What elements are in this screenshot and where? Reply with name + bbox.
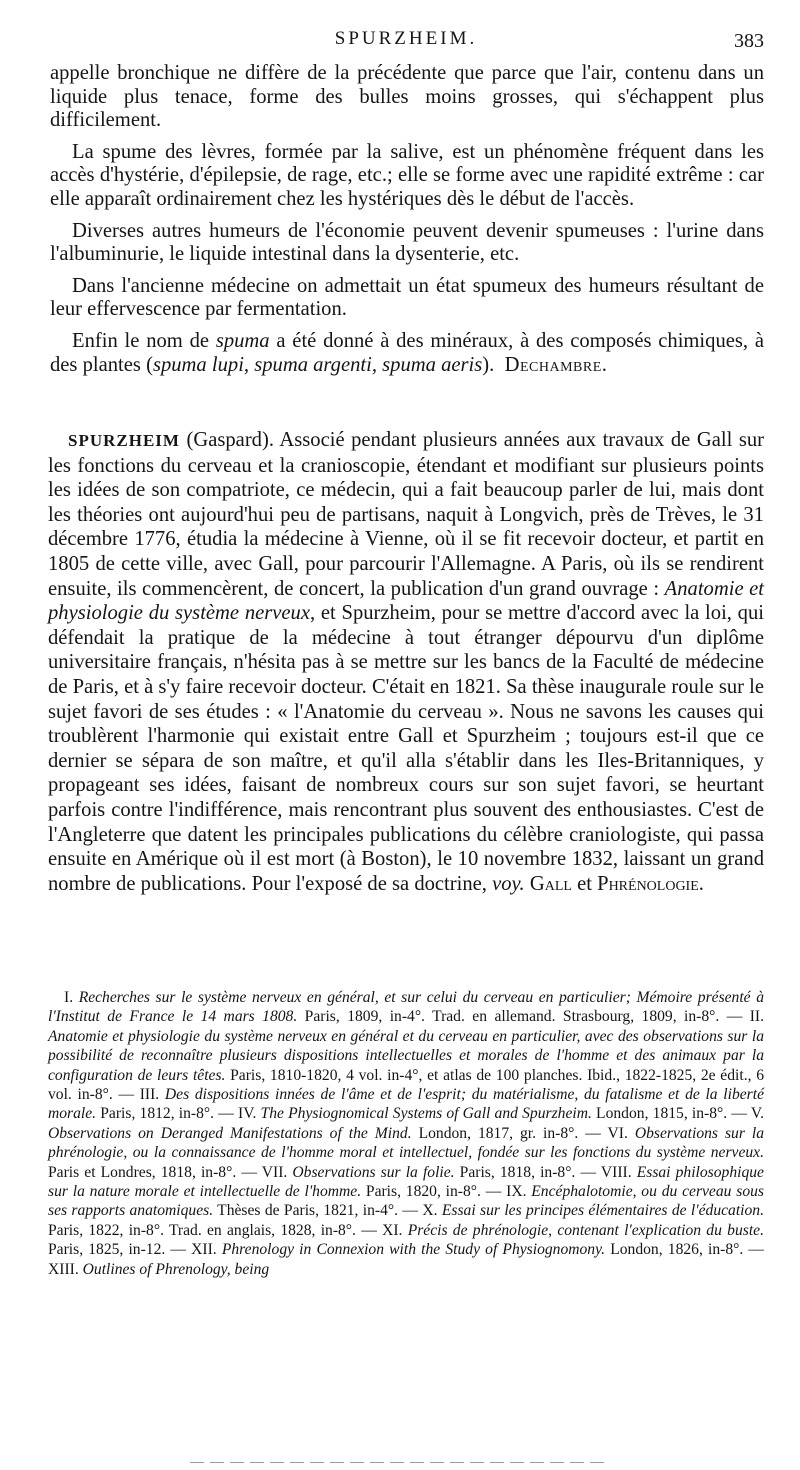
work-title: Observations on Deranged Manifestations of the Mind. xyxy=(48,1124,412,1142)
paragraph xyxy=(50,62,764,133)
article-headword: SPURZHEIM xyxy=(68,431,180,450)
work-title: The Physiognomical Systems of Gall and Spurzheim. xyxy=(260,1105,592,1123)
preceding-article xyxy=(50,62,764,385)
text-run: Paris, 1825, in-12. — XII. xyxy=(48,1241,222,1259)
article-paragraph xyxy=(48,428,764,896)
text-run: ). xyxy=(482,353,495,376)
paragraph-text: La spume des lèvres, formée par la salive, est un phénomène fréquent dans les accès d'hystérie, d'épilepsie, de rage, etc.; elle se forme avec une rapidité extrême : car elle apparaît ordinairement chez les hystériques dès le début de l'accès. xyxy=(50,140,764,210)
page-number: 383 xyxy=(734,30,764,52)
work-title: Observations sur la folie. xyxy=(292,1163,455,1181)
work-title: Anatomie et physiologie du système nerveux xyxy=(48,577,765,625)
work-title: Outlines of Phrenology, being xyxy=(82,1260,270,1278)
text-run: . xyxy=(698,872,704,895)
cross-reference: Gall xyxy=(529,872,572,895)
text-run: I. xyxy=(64,989,79,1006)
work-title: Essai philosophique sur la nature morale et intellectuelle de l'homme. xyxy=(48,1163,764,1201)
italic-term: spuma lupi, spuma argenti, spuma aeris xyxy=(152,353,483,376)
paragraph-text: Dans l'ancienne médecine on admettait un état spumeux des humeurs résultant de leur effervescence par fermentation. xyxy=(50,274,764,321)
text-run: Paris, 1810-1820, 4 vol. in-4°, et atlas de 100 planches. Ibid., 1822-1825, 2e édit., 6 vol. in-8°. — III. xyxy=(48,1066,764,1104)
text-run: Paris, 1818, in-8°. — VIII. xyxy=(454,1163,637,1181)
work-title: Des dispositions innées de l'âme et de l'esprit; du matérialisme, du fatalisme et de la liberté morale. xyxy=(48,1086,764,1123)
paragraph-text: Diverses autres humeurs de l'économie peuvent devenir spumeuses : l'urine dans l'albuminurie, le liquide intestinal dans la dysenterie, etc. xyxy=(50,219,764,266)
cross-reference-abbr: voy. xyxy=(492,872,525,895)
text-run: Associé pendant plusieurs années aux travaux de Gall sur les fonctions du cerveau et la cranioscopie, étendant et modifiant sur plusieurs points les idées de son compatriote, ce médecin, qui a fait beaucoup parler de lui, mais dont les théories ont aujourd'hui peu de partisans, naquit à Longvich, près de Trèves, le 31 décembre 1776, étudia la médecine à Vienne, où il se fit recevoir docteur, et partit en 1805 de cette ville, avec Gall, pour parcourir l'Allemagne. A Paris, où ils se rendirent ensuite, ils commencèrent, de concert, la publication d'un grand ouvrage : xyxy=(48,429,764,600)
text-run: a été donné à des minéraux, à des composés chimiques, à des plantes ( xyxy=(50,329,764,376)
italic-term: spuma xyxy=(215,329,270,352)
work-title: Phrenology in Connexion with the Study of Physiognomony. xyxy=(221,1241,606,1259)
cross-reference: Phrénologie xyxy=(597,872,699,895)
spurzheim-article xyxy=(48,428,764,896)
paragraph-text: appelle bronchique ne diffère de la précédente que parce que l'air, contenu dans un liquide plus tenace, forme des bulles moins grosses, qui s'échappent plus difficilement. xyxy=(50,62,764,132)
work-title: Précis de phrénologie, contenant l'explication du buste. xyxy=(407,1221,764,1239)
text-run: et xyxy=(571,872,598,895)
bibliography xyxy=(48,988,764,1279)
paragraph xyxy=(50,330,764,377)
text-run: , et Spurzheim, pour se mettre d'accord avec la loi, qui défendait la pratique de la médecine à tout étranger dépourvu d'un diplôme universitaire français, n'hésita pas à se mettre sur les bancs de la Faculté de médecine de Paris, et à s'y faire recevoir docteur. C'était en 1821. Sa thèse inaugurale roule sur le sujet favori de ses études : « l'Anatomie du cerveau ». Nous ne savons les causes qui troublèrent l'harmonie qui existait entre Gall et Spurzheim ; toujours est-il que ce dernier se sépara de son maître, et qu'il alla s'établir dans les Iles-Britanniques, y propageant ses idées, faisant de nombreux cours sur son sujet favori, se heurtant parfois contre l'indifférence, mais rencontrant plus souvent des enthousiastes. C'est de l'Angleterre que datent les principales publications du célèbre craniologiste, qui passa ensuite en Amérique où il est mort (à Boston), le 10 novembre 1832, laissant un grand nombre de publications. Pour l'exposé de sa doctrine, xyxy=(48,602,764,895)
work-title: Anatomie et physiologie du système nerveux en général et du cerveau en particulier, avec des observations sur la possibilité de reconnaître plusieurs dispositions intellectuelles et morales de l'homme et des animaux par la configuration de leurs têtes. xyxy=(48,1027,764,1084)
paragraph xyxy=(50,220,764,267)
text-run: London, 1815, in-8°. — V. xyxy=(591,1105,765,1123)
given-name: (Gaspard). xyxy=(179,429,280,451)
text-run: Paris, 1820, in-8°. — IX. xyxy=(361,1183,532,1201)
paragraph xyxy=(50,275,764,322)
running-header xyxy=(48,28,764,58)
text-run: London, 1817, gr. in-8°. — VI. xyxy=(411,1124,635,1142)
paragraph xyxy=(50,141,764,212)
work-title: Observations sur la phrénologie, ou la connaissance de l'homme moral et intellectuel, fondée sur les fonctions du système nerveux. xyxy=(48,1124,764,1162)
text-run: Thèses de Paris, 1821, in-4°. — X. xyxy=(213,1202,442,1220)
text-run: Enfin le nom de xyxy=(72,329,216,352)
text-run: Paris, 1822, in-8°. Trad. en anglais, 1828, in-8°. — XI. xyxy=(48,1221,408,1239)
work-title: Encéphalotomie, ou du cerveau sous ses rapports anatomiques. xyxy=(48,1183,764,1220)
work-title: Recherches sur le système nerveux en général, et sur celui du cerveau en particulier; Mémoire présenté à l'Institut de France le 14 mars 1808. xyxy=(48,989,764,1026)
text-run: Paris, 1812, in-8°. — IV. xyxy=(96,1105,261,1123)
bibliography-list xyxy=(48,988,764,1279)
work-title: Essai sur les principes élémentaires de l'éducation. xyxy=(441,1202,764,1220)
running-title: SPURZHEIM. xyxy=(334,28,478,49)
text-run: Paris, 1809, in-4°. Trad. en allemand. Strasbourg, 1809, in-8°. — II. xyxy=(297,1008,765,1026)
author-signature: Dechambre. xyxy=(504,353,608,376)
text-run: Paris et Londres, 1818, in-8°. — VII. xyxy=(48,1163,293,1181)
text-run: London, 1826, in-8°. — XIII. xyxy=(48,1241,764,1278)
bottom-rule xyxy=(190,1462,610,1463)
